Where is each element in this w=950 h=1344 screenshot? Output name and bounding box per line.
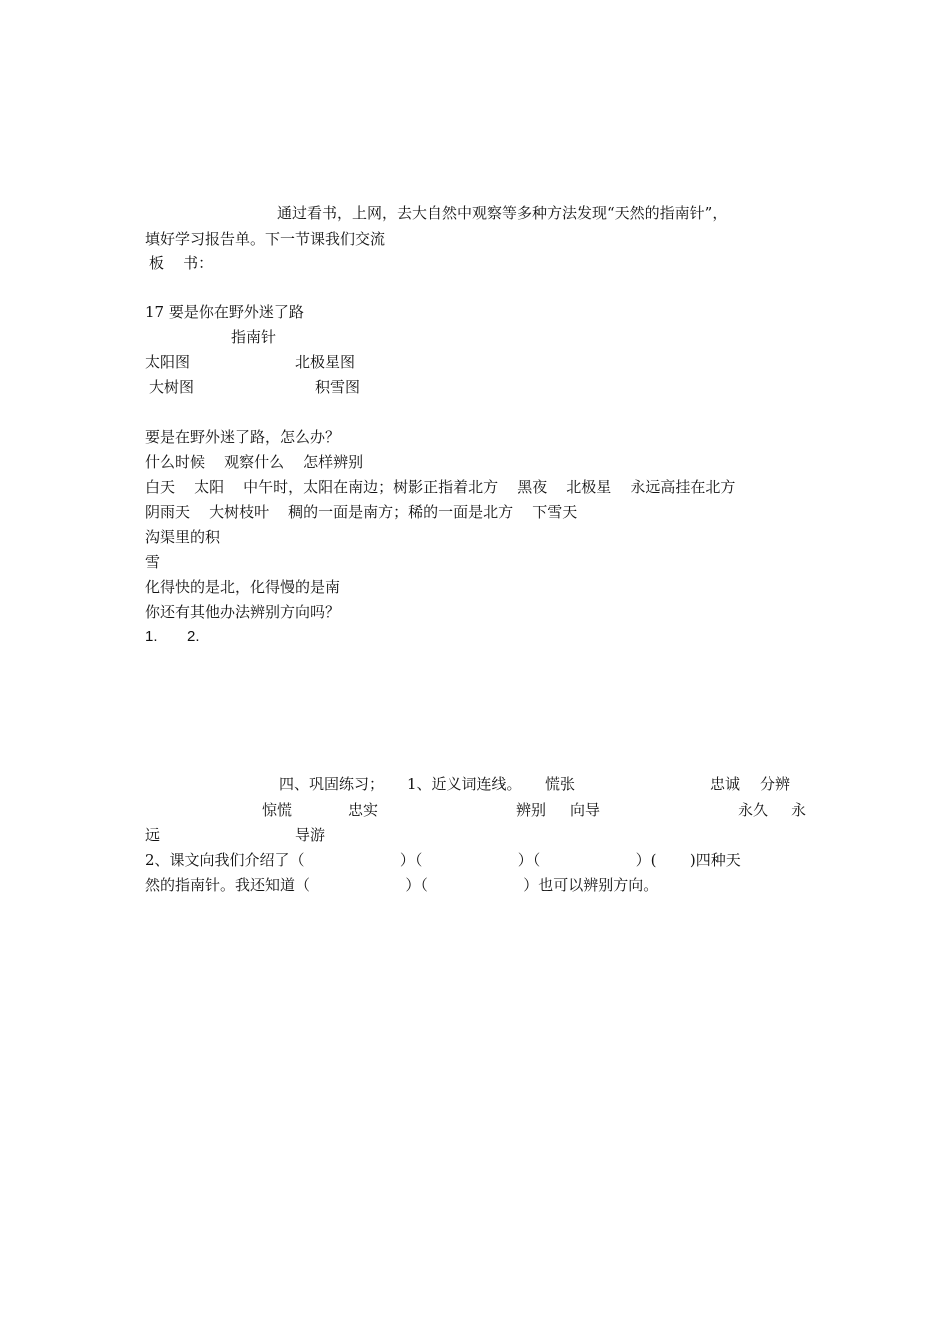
practice-word-11: 导游 xyxy=(295,826,326,844)
notes-row-3a: 沟渠里的积 xyxy=(145,528,221,546)
practice-word-9: 永 xyxy=(791,801,807,819)
board-sun: 太阳图 xyxy=(145,353,191,371)
notes-row-2: 阴雨天 大树枝叶 稠的一面是南方；稀的一面是北方 下雪天 xyxy=(145,503,578,521)
practice-word-4: 惊慌 xyxy=(262,801,293,819)
practice-word-1: 慌张 xyxy=(545,775,576,793)
practice-word-2: 忠诚 xyxy=(710,775,741,793)
board-title: 17 要是你在野外迷了路 xyxy=(145,303,304,321)
homework-line-2: 填好学习报告单。下一节课我们交流 xyxy=(145,230,386,248)
practice-word-5: 忠实 xyxy=(348,801,379,819)
notes-question-2: 你还有其他办法辨别方向吗？ xyxy=(145,603,341,621)
practice-word-8: 永久 xyxy=(738,801,769,819)
notes-item-2: 2. xyxy=(187,628,200,645)
practice-word-10: 远 xyxy=(145,826,161,844)
board-center: 指南针 xyxy=(231,328,277,346)
notes-row-4: 化得快的是北，化得慢的是南 xyxy=(145,578,341,596)
practice-task-2-line-2: 然的指南针。我还知道（ ）（ ）也可以辨别方向。 xyxy=(145,876,659,894)
practice-task-2-line-1: 2、课文向我们介绍了（ ）（ ）（ ）( )四种天 xyxy=(145,851,741,869)
practice-task-1: 1、近义词连线。 xyxy=(407,775,522,793)
notes-row-1: 白天 太阳 中午时，太阳在南边；树影正指着北方 黑夜 北极星 永远高挂在北方 xyxy=(145,478,736,496)
board-tree: 大树图 xyxy=(149,378,195,396)
practice-word-3: 分辨 xyxy=(760,775,791,793)
board-snow: 积雪图 xyxy=(315,378,361,396)
practice-word-7: 向导 xyxy=(570,801,601,819)
board-heading: 板 书： xyxy=(149,254,214,272)
board-polaris: 北极星图 xyxy=(295,353,356,371)
notes-item-1: 1. xyxy=(145,628,158,645)
notes-row-3b: 雪 xyxy=(145,553,161,571)
practice-word-6: 辨别 xyxy=(516,801,547,819)
notes-question-1: 要是在野外迷了路，怎么办？ xyxy=(145,428,341,446)
practice-heading: 四、巩固练习； xyxy=(279,775,385,793)
notes-headers: 什么时候 观察什么 怎样辨别 xyxy=(145,453,364,471)
homework-line-1: 通过看书，上网，去大自然中观察等多种方法发现“天然的指南针”， xyxy=(277,204,728,222)
